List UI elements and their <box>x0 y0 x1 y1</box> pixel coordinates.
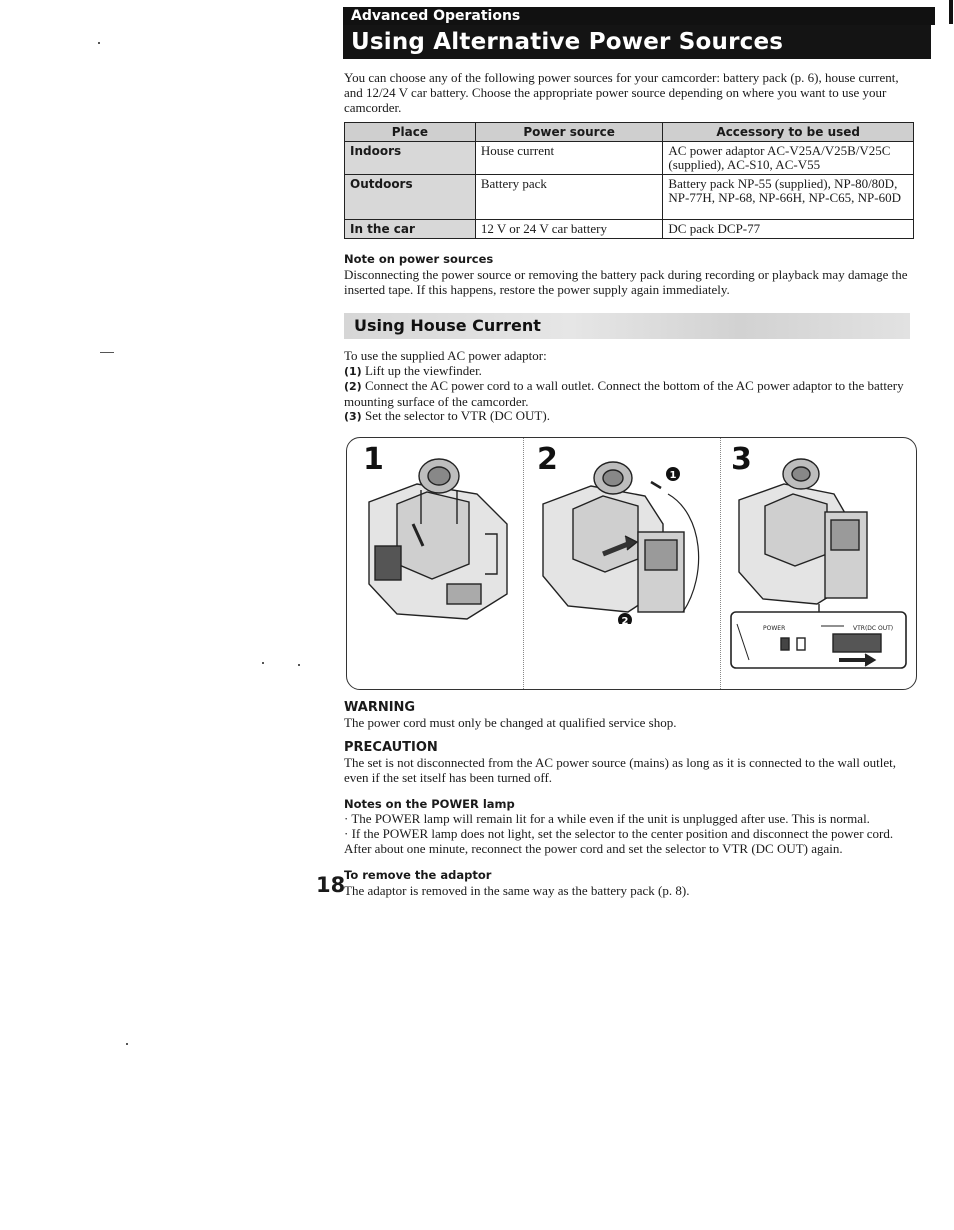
step-text: Lift up the viewfinder. <box>364 363 482 378</box>
note-power-heading: Note on power sources <box>344 252 494 266</box>
table-header-source: Power source <box>475 123 663 142</box>
scan-speck <box>98 42 100 44</box>
step-number: (2) <box>344 380 362 393</box>
panel-divider <box>523 438 524 689</box>
callout-label: 2 <box>621 616 629 624</box>
page-title-bar <box>343 25 931 59</box>
table-cell-place: Indoors <box>345 142 476 175</box>
table-header-accessory: Accessory to be used <box>663 123 914 142</box>
page-title: Using Alternative Power Sources <box>351 29 784 55</box>
section-header-bar <box>343 7 935 25</box>
switch-label-vtr: VTR(DC OUT) <box>853 625 894 632</box>
table-cell-accessory: AC power adaptor AC-V25A/V25B/V25C (supplied), AC-S10, AC-V55 <box>663 142 914 175</box>
page-edge-mark <box>949 0 953 24</box>
power-source-table <box>344 122 914 239</box>
precaution-heading: PRECAUTION <box>344 740 438 755</box>
table-cell-place: Outdoors <box>345 175 476 220</box>
page-number: 18 <box>316 873 346 897</box>
table-cell-source: Battery pack <box>475 175 663 220</box>
house-lead: To use the supplied AC power adaptor: <box>344 348 547 363</box>
step-number: (3) <box>344 410 362 423</box>
house-current-title: Using House Current <box>354 316 541 335</box>
remove-body: The adaptor is removed in the same way as the battery pack (p. 8). <box>344 883 690 898</box>
step-item <box>344 378 910 409</box>
step-text: Connect the AC power cord to a wall outlet. Connect the bottom of the AC power adaptor to the battery mounting surface of the camcorder. <box>344 378 904 409</box>
callout-label: 1 <box>669 470 677 481</box>
panel-number: 1 <box>363 442 384 477</box>
step-item <box>344 408 910 424</box>
step-item <box>344 363 910 379</box>
switch-label-power: POWER <box>763 625 786 632</box>
note-power-body: Disconnecting the power source or removing the battery pack during recording or playback may damage the inserted tape. If this happens, restore the power supply again immediately. <box>344 267 908 297</box>
list-item-text: The POWER lamp will remain lit for a while even if the unit is unplugged after use. This is normal. <box>351 811 870 826</box>
scan-speck <box>126 1043 128 1045</box>
table-cell-place: In the car <box>345 220 476 239</box>
scan-speck <box>100 352 114 353</box>
section-label: Advanced Operations <box>351 8 521 24</box>
precaution-body: The set is not disconnected from the AC power source (mains) as long as it is connected to the wall outlet, even if the set itself has been turned off. <box>344 755 897 785</box>
house-current-band <box>344 313 910 339</box>
list-item-text: If the POWER lamp does not light, set the selector to the center position and disconnect the power cord. After about one minute, reconnect the power cord and set the selector to VTR (DC OUT) again. <box>344 826 894 856</box>
panel-divider <box>720 438 721 689</box>
camcorder-illustration <box>346 437 917 690</box>
remove-heading: To remove the adaptor <box>344 868 492 882</box>
camcorder-viewfinder-drawing <box>357 454 517 624</box>
warning-body: The power cord must only be changed at qualified service shop. <box>344 715 677 730</box>
intro-paragraph: You can choose any of the following power sources for your camcorder: battery pack (p. 6), house current, and 12/24 V car battery. Choose the appropriate power source depending on where you want to use your camcorder. <box>344 70 899 115</box>
adaptor-attach-drawing <box>533 454 713 624</box>
panel-number: 2 <box>537 442 558 477</box>
table-row <box>345 175 914 220</box>
table-cell-source: 12 V or 24 V car battery <box>475 220 663 239</box>
list-item: · The POWER lamp will remain lit for a while even if the unit is unplugged after use. This is normal. <box>344 811 870 826</box>
scan-speck <box>262 662 264 664</box>
table-cell-source: House current <box>475 142 663 175</box>
warning-heading: WARNING <box>344 700 416 715</box>
step-text: Set the selector to VTR (DC OUT). <box>364 408 550 423</box>
table-header-row <box>345 123 914 142</box>
list-item: · If the POWER lamp does not light, set the selector to the center position and disconnect the power cord. After about one minute, reconnect the power cord and set the selector to VTR (DC OUT) again. <box>344 826 894 856</box>
step-number: (1) <box>344 365 362 378</box>
power-lamp-heading: Notes on the POWER lamp <box>344 797 515 811</box>
table-cell-accessory: Battery pack NP-55 (supplied), NP-80/80D, NP-77H, NP-68, NP-66H, NP-C65, NP-60D <box>663 175 914 220</box>
panel-number: 3 <box>731 442 752 477</box>
table-row <box>345 142 914 175</box>
selector-switch-drawing <box>729 454 911 674</box>
table-header-place: Place <box>345 123 476 142</box>
scan-speck <box>298 664 300 666</box>
table-row <box>345 220 914 239</box>
table-cell-accessory: DC pack DCP-77 <box>663 220 914 239</box>
